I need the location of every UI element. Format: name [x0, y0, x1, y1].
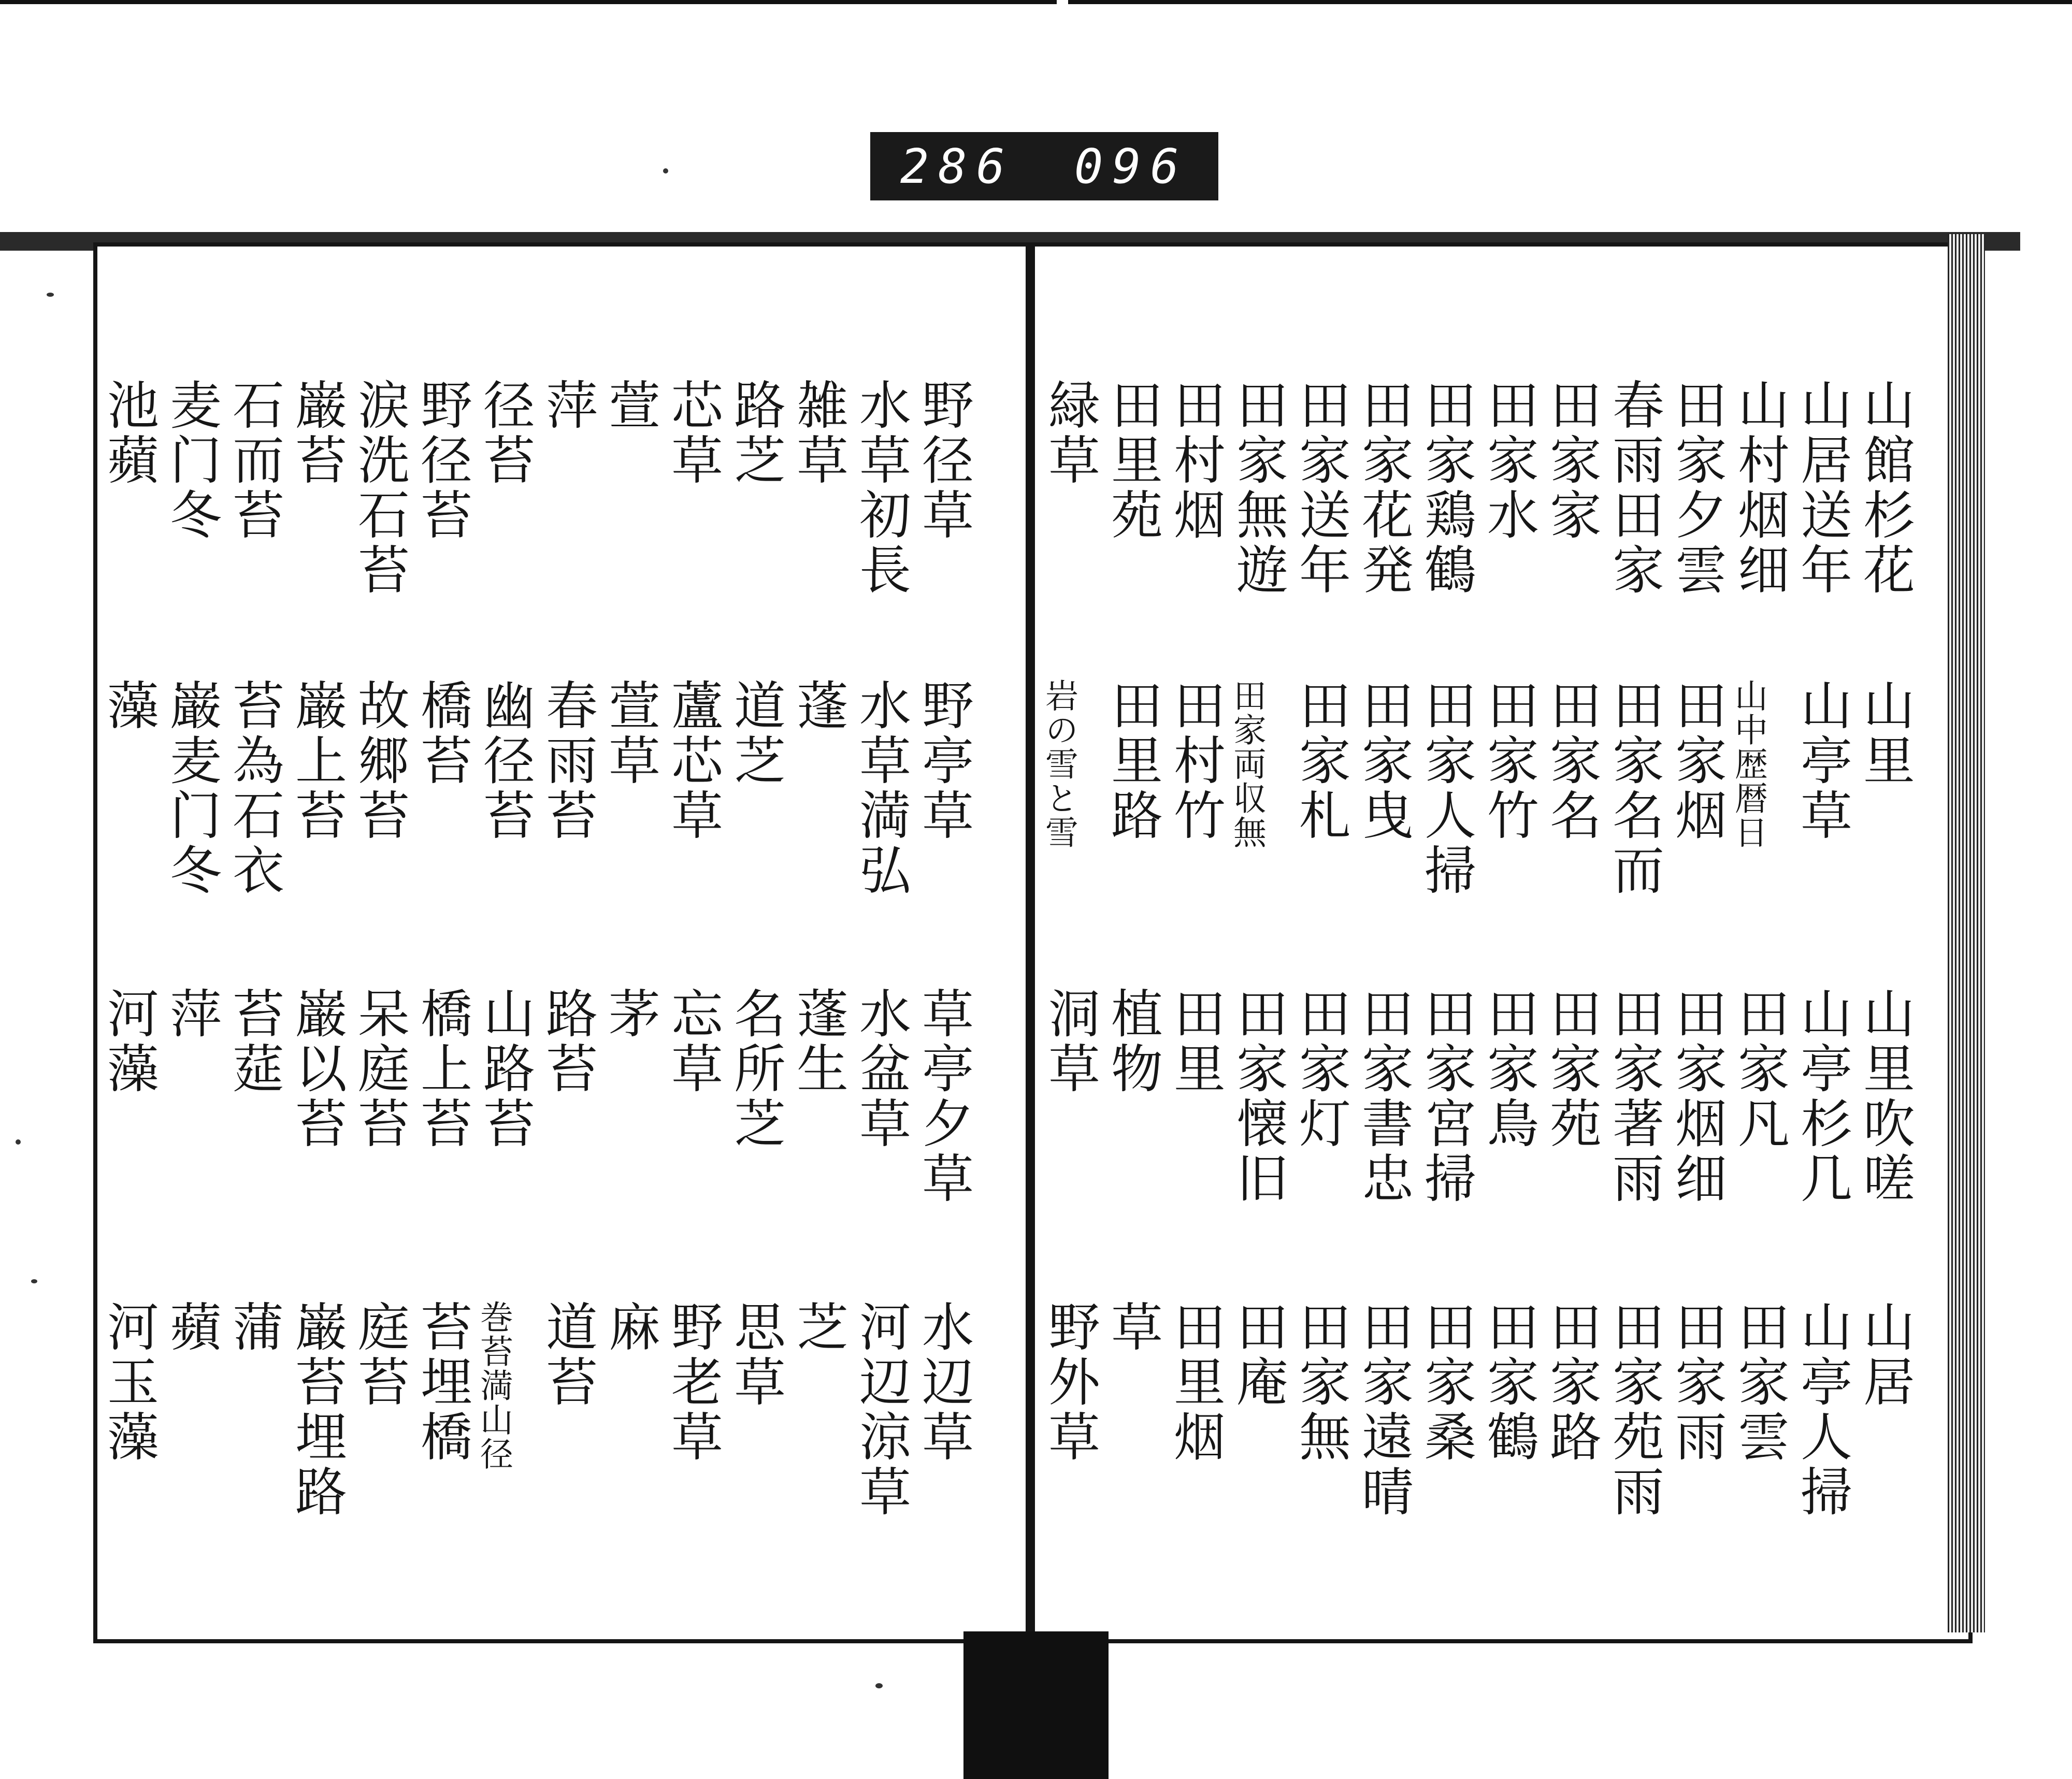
poem-title: 山亭人掃 — [1792, 1300, 1852, 1520]
poem-title: 巌苔埋路 — [286, 1300, 347, 1520]
poem-title: 蘆芯草 — [663, 678, 723, 843]
poem-title: 萱草 — [600, 678, 660, 788]
poem-title: 呆庭苔 — [349, 987, 410, 1151]
poem-title: 巌上苔 — [286, 678, 347, 843]
poem-title: 田家烟细 — [1666, 987, 1727, 1206]
poem-title: 石而苔 — [224, 378, 284, 543]
poem-title: 田家書忠 — [1353, 987, 1414, 1206]
poem-title: 田家名 — [1541, 678, 1602, 843]
poem-title: 苔埋橋 — [412, 1300, 472, 1465]
poem-title: 道芝 — [725, 678, 786, 788]
poem-title: 田家烟 — [1666, 678, 1727, 843]
poem-title: 田家苑雨 — [1604, 1300, 1664, 1520]
poem-title: 田家花発 — [1353, 378, 1414, 598]
top-edge-rule — [0, 0, 1057, 4]
poem-title: 涙洗石苔 — [349, 378, 410, 598]
poem-title: 蒲 — [224, 1300, 284, 1355]
poem-title: 河藻 — [98, 987, 159, 1096]
poem-title: 田家家 — [1541, 378, 1602, 543]
poem-title: 洞草 — [1040, 987, 1100, 1096]
poem-title: 田家宮掃 — [1416, 987, 1476, 1206]
poem-title: 野径草 — [913, 378, 974, 543]
poem-title: 田家雲 — [1729, 1300, 1790, 1465]
poem-title: 故郷苔 — [349, 678, 410, 843]
poem-title: 河玉藻 — [98, 1300, 159, 1465]
scan-speck — [47, 293, 54, 297]
poem-title: 苔為石衣 — [224, 678, 284, 898]
poem-title: 萍 — [161, 987, 222, 1042]
poem-title: 水辺草 — [913, 1300, 974, 1465]
poem-title: 山里 — [1854, 678, 1915, 788]
poem-title: 巌麦门冬 — [161, 678, 222, 898]
poem-title: 路苔 — [537, 987, 598, 1096]
poem-title: 田庵 — [1228, 1300, 1288, 1410]
poem-title: 田家桑 — [1416, 1300, 1476, 1465]
poem-title: 河辺涼草 — [851, 1300, 911, 1520]
poem-title: 田家懐旧 — [1228, 987, 1288, 1206]
poem-title: 橋上苔 — [412, 987, 472, 1151]
poem-title: 草 — [1102, 1300, 1163, 1355]
poem-title: 山亭草 — [1792, 678, 1852, 843]
poem-title: 植物 — [1102, 987, 1163, 1096]
poem-title: 田家著雨 — [1604, 987, 1664, 1206]
poem-title: 田家遠晴 — [1353, 1300, 1414, 1520]
poem-title: 草亭夕草 — [913, 987, 974, 1206]
poem-title: 幽径苔 — [474, 678, 535, 843]
poem-title: 芯草 — [663, 378, 723, 488]
poem-title: 巌以苔 — [286, 987, 347, 1151]
poem-title: 藻 — [98, 678, 159, 733]
poem-title: 萱 — [600, 378, 660, 433]
poem-title: 田家雨 — [1666, 1300, 1727, 1465]
poem-title: 蓬 — [788, 678, 848, 733]
poem-title: 橋苔 — [412, 678, 472, 788]
poem-title: 路芝 — [725, 378, 786, 488]
top-edge-rule — [1068, 0, 2072, 4]
poem-title: 田家灯 — [1290, 987, 1351, 1151]
poem-title: 麻 — [600, 1300, 660, 1355]
reel-number: 286 — [900, 138, 1015, 194]
poem-title: 山亭杉几 — [1792, 987, 1852, 1206]
poem-title: 苔莚 — [224, 987, 284, 1096]
poem-title: 田家苑 — [1541, 987, 1602, 1151]
poem-title: 田家水 — [1478, 378, 1539, 543]
poem-title: 田家路 — [1541, 1300, 1602, 1465]
microfilm-frame-label — [870, 132, 1218, 200]
poem-title: 野径苔 — [412, 378, 472, 543]
poem-title: 田家人掃 — [1416, 678, 1476, 898]
poem-title: 山居送年 — [1792, 378, 1852, 598]
poem-title: 径苔 — [474, 378, 535, 488]
poem-title: 岩の雪と雪 — [1040, 678, 1078, 849]
poem-title: 田家鶏鶴 — [1416, 378, 1476, 598]
frame-number: 096 — [1074, 138, 1189, 194]
poem-title: 山路苔 — [474, 987, 535, 1151]
poem-title: 緑草 — [1040, 378, 1100, 488]
poem-title: 田家無 — [1290, 1300, 1351, 1465]
poem-title: 田家札 — [1290, 678, 1351, 843]
scan-speck — [875, 1683, 883, 1688]
poem-title: 芝 — [788, 1300, 848, 1355]
poem-title: 田家名而 — [1604, 678, 1664, 898]
poem-title: 田村竹 — [1165, 678, 1226, 843]
poem-title: 池蘋 — [98, 378, 159, 488]
poem-title: 野亭草 — [913, 678, 974, 843]
poem-title: 名所芝 — [725, 987, 786, 1151]
poem-title: 蘋 — [161, 1300, 222, 1355]
poem-title: 田家曳 — [1353, 678, 1414, 843]
poem-title: 野外草 — [1040, 1300, 1100, 1465]
poem-title: 山村烟细 — [1729, 378, 1790, 598]
poem-title: 山中歴暦日 — [1729, 678, 1767, 849]
poem-title: 山居 — [1854, 1300, 1915, 1410]
poem-title: 田家無遊 — [1228, 378, 1288, 598]
poem-title: 田村烟 — [1165, 378, 1226, 543]
poem-title: 茅 — [600, 987, 660, 1042]
book-page-edges — [1948, 234, 1985, 1632]
poem-title: 巌苔 — [286, 378, 347, 488]
poem-title: 麦门冬 — [161, 378, 222, 543]
poem-title: 山里吹嗟 — [1854, 987, 1915, 1206]
poem-title: 田家夕雲 — [1666, 378, 1727, 598]
poem-title: 水草満弘 — [851, 678, 911, 898]
poem-title: 雑草 — [788, 378, 848, 488]
poem-title: 田家両収無 — [1228, 678, 1266, 849]
scan-speck — [663, 168, 668, 173]
binding-gutter-shadow — [963, 1631, 1109, 1779]
poem-title: 田家送年 — [1290, 378, 1351, 598]
poem-title: 水草初長 — [851, 378, 911, 598]
poem-title: 春雨田家 — [1604, 378, 1664, 598]
poem-title: 山館杉花 — [1854, 378, 1915, 598]
poem-title: 春雨苔 — [537, 678, 598, 843]
poem-title: 忘草 — [663, 987, 723, 1096]
poem-title: 蓬生 — [788, 987, 848, 1096]
poem-title: 庭苔 — [349, 1300, 410, 1410]
scan-speck — [31, 1279, 37, 1283]
poem-title: 萍 — [537, 378, 598, 433]
poem-title: 水盆草 — [851, 987, 911, 1151]
poem-title: 田里 — [1165, 987, 1226, 1096]
poem-title: 道苔 — [537, 1300, 598, 1410]
poem-title: 思草 — [725, 1300, 786, 1410]
poem-title: 野老草 — [663, 1300, 723, 1465]
poem-title: 田里烟 — [1165, 1300, 1226, 1465]
poem-title: 巻苔満山径 — [474, 1300, 513, 1471]
poem-title: 田家竹 — [1478, 678, 1539, 843]
poem-title: 田家凡 — [1729, 987, 1790, 1151]
poem-title: 田里路 — [1102, 678, 1163, 843]
scan-speck — [16, 1139, 21, 1145]
poem-title: 田家鶴 — [1478, 1300, 1539, 1465]
poem-title: 田家鳥 — [1478, 987, 1539, 1151]
poem-title: 田里苑 — [1102, 378, 1163, 543]
